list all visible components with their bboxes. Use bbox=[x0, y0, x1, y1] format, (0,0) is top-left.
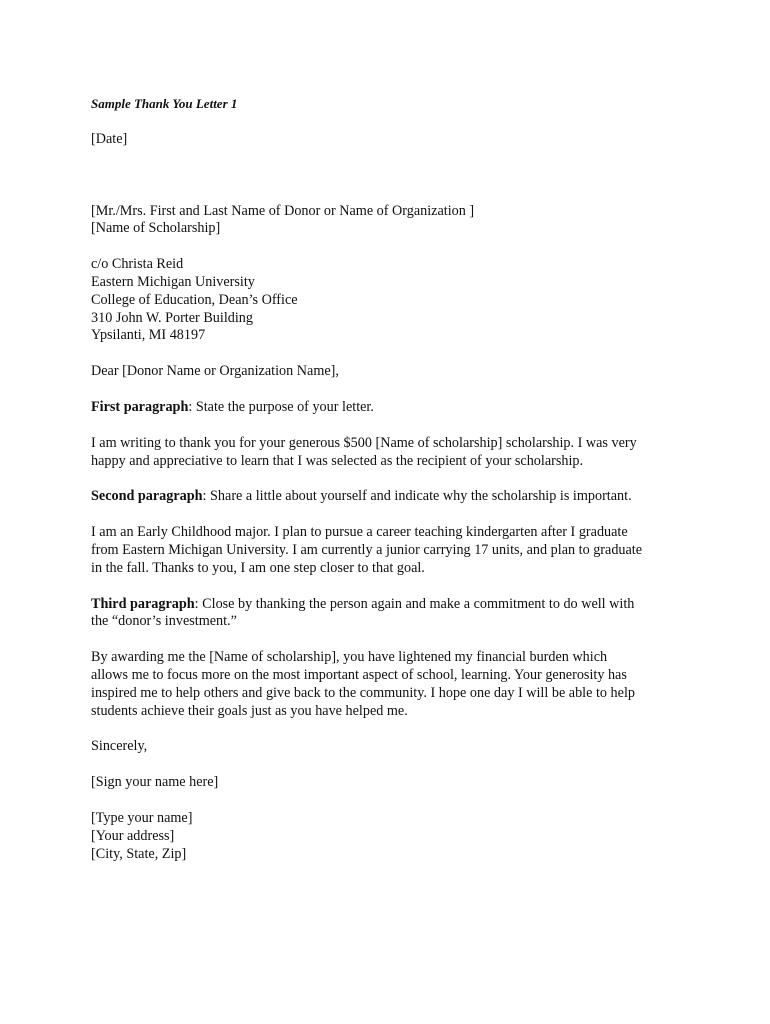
sender-line: [Type your name] bbox=[91, 809, 193, 826]
paragraph-line: happy and appreciative to learn that I was selected as the recipient of your scholarship. bbox=[91, 452, 584, 469]
paragraph-line: allows me to focus more on the most important aspect of school, learning. Your generosity has bbox=[91, 666, 627, 683]
spacer bbox=[91, 238, 691, 256]
sender-line: [City, State, Zip] bbox=[91, 845, 187, 862]
spacer bbox=[91, 417, 691, 435]
instruction-label: Third paragraph bbox=[91, 595, 195, 612]
body-paragraph-3 bbox=[91, 649, 691, 720]
paragraph-line: students achieve their goals just as you have helped me. bbox=[91, 702, 408, 719]
instruction-label: First paragraph bbox=[91, 398, 189, 415]
closing-text: Sincerely, bbox=[91, 738, 148, 755]
instruction-first bbox=[91, 399, 691, 417]
letter-body bbox=[91, 95, 691, 863]
paragraph-line: I am an Early Childhood major. I plan to pursue a career teaching kindergarten after I graduate bbox=[91, 524, 628, 541]
address-line: 310 John W. Porter Building bbox=[91, 309, 253, 326]
date-placeholder: [Date] bbox=[91, 130, 128, 147]
paragraph-line: I am writing to thank you for your generous $500 [Name of scholarship] scholarship. I was very bbox=[91, 434, 637, 451]
salutation bbox=[91, 363, 691, 381]
paragraph-line: By awarding me the [Name of scholarship], you have lightened my financial burden which bbox=[91, 649, 608, 666]
letter-heading: Sample Thank You Letter 1 bbox=[91, 96, 238, 111]
paragraph-line: inspired me to help others and give back to the community. I hope one day I will be able to help bbox=[91, 684, 635, 701]
instruction-text: : State the purpose of your letter. bbox=[188, 398, 374, 415]
salutation-text: Dear [Donor Name or Organization Name], bbox=[91, 363, 339, 380]
closing bbox=[91, 738, 691, 756]
spacer bbox=[91, 345, 691, 363]
instruction-text: : Share a little about yourself and indicate why the scholarship is important. bbox=[202, 488, 632, 505]
instruction-third bbox=[91, 596, 691, 632]
recipient-name: [Mr./Mrs. First and Last Name of Donor or Name of Organization ] bbox=[91, 202, 475, 219]
signature-text: [Sign your name here] bbox=[91, 774, 219, 791]
spacer bbox=[91, 720, 691, 738]
instruction-second bbox=[91, 488, 691, 506]
recipient-block bbox=[91, 203, 691, 239]
spacer bbox=[91, 506, 691, 524]
paragraph-line: from Eastern Michigan University. I am currently a junior carrying 17 units, and plan to graduate bbox=[91, 541, 643, 558]
spacer bbox=[91, 756, 691, 774]
spacer bbox=[91, 631, 691, 649]
instruction-text: : Close by thanking the person again and make a commitment to do well with bbox=[194, 595, 635, 612]
scholarship-name: [Name of Scholarship] bbox=[91, 220, 221, 237]
spacer bbox=[91, 149, 691, 203]
address-line: College of Education, Dean’s Office bbox=[91, 291, 298, 308]
spacer bbox=[91, 470, 691, 488]
address-line: Eastern Michigan University bbox=[91, 273, 255, 290]
spacer bbox=[91, 381, 691, 399]
sender-block bbox=[91, 810, 691, 863]
instruction-label: Second paragraph bbox=[91, 488, 203, 505]
body-paragraph-1 bbox=[91, 435, 691, 471]
instruction-text-continued: the “donor’s investment.” bbox=[91, 613, 237, 630]
body-paragraph-2 bbox=[91, 524, 691, 577]
date-line bbox=[91, 131, 691, 149]
address-block bbox=[91, 256, 691, 345]
spacer bbox=[91, 792, 691, 810]
paragraph-line: in the fall. Thanks to you, I am one step closer to that goal. bbox=[91, 559, 425, 576]
address-line: Ypsilanti, MI 48197 bbox=[91, 327, 206, 344]
sender-line: [Your address] bbox=[91, 827, 175, 844]
signature-placeholder bbox=[91, 774, 691, 792]
spacer bbox=[91, 578, 691, 596]
address-line: c/o Christa Reid bbox=[91, 256, 184, 273]
